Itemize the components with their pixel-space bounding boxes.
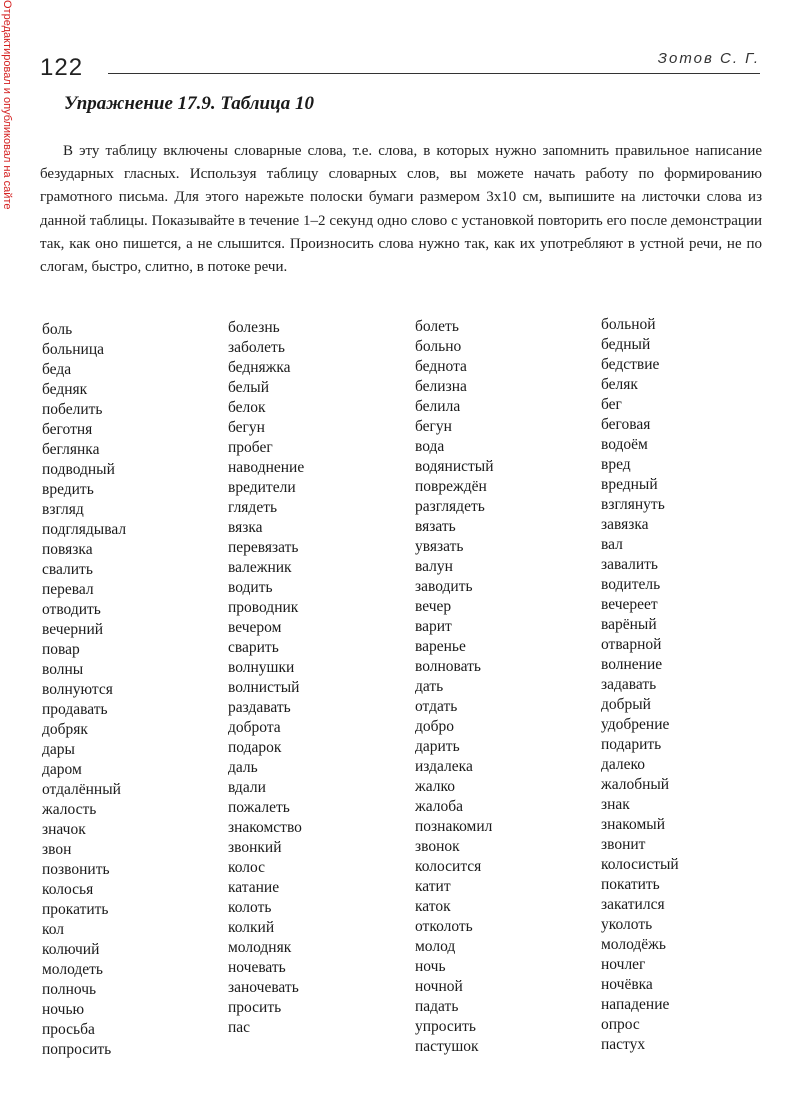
vocabulary-word: белизна <box>415 378 467 395</box>
vocabulary-word: продавать <box>42 701 108 718</box>
vocabulary-word: бегун <box>228 419 265 436</box>
vocabulary-word: ночлег <box>601 956 646 973</box>
vocabulary-word: волнение <box>601 656 663 673</box>
vocabulary-word: водитель <box>601 576 661 593</box>
vocabulary-word: познакомил <box>415 818 493 835</box>
vocabulary-word: вечереет <box>601 596 658 613</box>
vocabulary-word: варенье <box>415 638 466 655</box>
vocabulary-word: жалко <box>415 778 455 795</box>
vocabulary-word: вязка <box>228 519 263 536</box>
vocabulary-word: повреждён <box>415 478 487 495</box>
vocabulary-word: попросить <box>42 1041 112 1058</box>
vocabulary-word: волнуются <box>42 681 113 698</box>
vocabulary-word: знак <box>601 796 630 813</box>
vocabulary-word: ночью <box>42 1001 85 1018</box>
vocabulary-word: добрый <box>601 696 651 713</box>
vocabulary-word: молодняк <box>228 939 292 956</box>
vocabulary-word: вредители <box>228 479 296 496</box>
vocabulary-word: пас <box>228 1019 251 1036</box>
vocabulary-word: вечером <box>228 619 282 636</box>
vocabulary-word: каток <box>415 898 451 915</box>
vocabulary-word: звонкий <box>228 839 282 856</box>
vocabulary-word: раздавать <box>228 699 291 716</box>
vocabulary-word: падать <box>415 998 459 1015</box>
vocabulary-word: водить <box>228 579 273 596</box>
vocabulary-word: бег <box>601 396 622 413</box>
vocabulary-word: катит <box>415 878 451 895</box>
vocabulary-word: бедствие <box>601 356 660 373</box>
vocabulary-word: беляк <box>601 376 638 393</box>
vocabulary-word: катание <box>228 879 280 896</box>
vocabulary-word: беглянка <box>42 441 100 458</box>
vocabulary-word: нападение <box>601 996 670 1013</box>
vocabulary-word: бегун <box>415 418 452 435</box>
vocabulary-word: просьба <box>42 1021 95 1038</box>
vocabulary-word: знакомство <box>228 819 302 836</box>
vocabulary-word: прокатить <box>42 901 109 918</box>
vocabulary-word: даром <box>42 761 82 778</box>
vocabulary-word: подводный <box>42 461 115 478</box>
vocabulary-word: пастушок <box>415 1038 479 1055</box>
vocabulary-word: знакомый <box>601 816 666 833</box>
vocabulary-word: значок <box>42 821 86 838</box>
vocabulary-word: далеко <box>601 756 646 773</box>
vocabulary-word: упросить <box>415 1018 476 1035</box>
exercise-title: Упражнение 17.9. Таблица 10 <box>64 93 314 114</box>
vocabulary-word: беднота <box>415 358 467 375</box>
vocabulary-word: вред <box>601 456 631 473</box>
vocabulary-word: опрос <box>601 1016 640 1033</box>
vocabulary-word: бедняжка <box>228 359 291 376</box>
vocabulary-word: больница <box>42 341 104 358</box>
vocabulary-word: вязать <box>415 518 456 535</box>
intro-paragraph: В эту таблицу включены словарные слова, т.е. слова, в которых нужно запомнить правильное написание безударных гласных. Используя таблицу словарных слов, вы можете начать работу по формированию грамотного письма. Для этого нарежьте полоски бумаги размером 3х10 см, выпишите на листочки слова из данной таблицы. Показывайте в течение 1–2 секунд одно слово с установкой повторить его после демонстрации так, как оно пишется, а не слышится. Произносить слова нужно так, как их употребляют в устной речи, не по слогам, быстро, слитно, в потоке речи. <box>40 143 762 276</box>
word-column-2 <box>228 318 304 1038</box>
vocabulary-word: колосья <box>42 881 94 898</box>
vocabulary-word: добряк <box>42 721 88 738</box>
vocabulary-word: ночевать <box>228 959 286 976</box>
vocabulary-word: колючий <box>42 941 100 958</box>
vocabulary-word: заболеть <box>228 339 285 356</box>
vocabulary-word: ночь <box>415 958 446 975</box>
vocabulary-word: варёный <box>601 616 657 633</box>
vocabulary-word: просить <box>228 999 282 1016</box>
vocabulary-word: бедный <box>601 336 651 353</box>
vocabulary-word: белок <box>228 399 266 416</box>
vocabulary-word: жалоба <box>415 798 463 815</box>
vocabulary-word: болезнь <box>228 319 280 336</box>
vocabulary-word: волновать <box>415 658 481 675</box>
vocabulary-word: валун <box>415 558 453 575</box>
vocabulary-word: заночевать <box>228 979 299 996</box>
vocabulary-word: боль <box>42 321 73 338</box>
vocabulary-word: вечерний <box>42 621 104 638</box>
vocabulary-word: беготня <box>42 421 93 438</box>
vocabulary-word: глядеть <box>228 499 278 516</box>
vocabulary-word: кол <box>42 921 65 938</box>
vocabulary-word: ночёвка <box>601 976 653 993</box>
vocabulary-word: дары <box>42 741 75 758</box>
word-column-3 <box>415 317 493 1057</box>
vocabulary-word: молод <box>415 938 456 955</box>
vocabulary-word: удобрение <box>601 716 670 733</box>
vocabulary-word: звонок <box>415 838 460 855</box>
vocabulary-word: вал <box>601 536 623 553</box>
vocabulary-word: вдали <box>228 779 266 796</box>
vocabulary-word: звон <box>42 841 72 858</box>
vocabulary-word: болеть <box>415 318 459 335</box>
vocabulary-word: колос <box>228 859 266 876</box>
vocabulary-word: задавать <box>601 676 657 693</box>
vocabulary-word: вредить <box>42 481 94 498</box>
vocabulary-word: издалека <box>415 758 473 775</box>
vocabulary-word: больной <box>601 316 656 333</box>
vocabulary-word: перевал <box>42 581 94 598</box>
side-watermark-note: Отредактировал и опубликовал на сайте <box>1 0 13 210</box>
vocabulary-word: даль <box>228 759 258 776</box>
vocabulary-word: вода <box>415 438 445 455</box>
vocabulary-word: взглянуть <box>601 496 665 513</box>
running-header-author: Зотов С. Г. <box>657 50 760 67</box>
vocabulary-word: белый <box>228 379 270 396</box>
vocabulary-word: подглядывал <box>42 521 127 538</box>
vocabulary-word: бедняк <box>42 381 88 398</box>
vocabulary-word: разглядеть <box>415 498 485 515</box>
vocabulary-word: увязать <box>415 538 464 555</box>
vocabulary-word: повязка <box>42 541 93 558</box>
vocabulary-word: колоть <box>228 899 272 916</box>
vocabulary-word: отводить <box>42 601 101 618</box>
vocabulary-word: вредный <box>601 476 658 493</box>
vocabulary-word: позвонить <box>42 861 110 878</box>
vocabulary-word: молодёжь <box>601 936 666 953</box>
word-column-4 <box>601 315 679 1055</box>
vocabulary-word: жалость <box>42 801 97 818</box>
vocabulary-word: ночной <box>415 978 463 995</box>
vocabulary-word: полночь <box>42 981 97 998</box>
vocabulary-word: отдалённый <box>42 781 121 798</box>
vocabulary-word: больно <box>415 338 462 355</box>
vocabulary-word: свалить <box>42 561 93 578</box>
vocabulary-word: колкий <box>228 919 275 936</box>
page-number: 122 <box>40 54 84 81</box>
vocabulary-word: пожалеть <box>228 799 290 816</box>
vocabulary-word: добро <box>415 718 455 735</box>
vocabulary-word: волны <box>42 661 84 678</box>
vocabulary-word: подарить <box>601 736 662 753</box>
vocabulary-word: закатился <box>601 896 665 913</box>
vocabulary-word: завязка <box>601 516 649 533</box>
vocabulary-word-table <box>0 317 792 1067</box>
vocabulary-word: валежник <box>228 559 292 576</box>
vocabulary-word: беда <box>42 361 72 378</box>
vocabulary-word: отварной <box>601 636 662 653</box>
word-column-1 <box>42 320 126 1060</box>
vocabulary-word: молодеть <box>42 961 104 978</box>
vocabulary-word: колосится <box>415 858 482 875</box>
vocabulary-word: водоём <box>601 436 648 453</box>
vocabulary-word: белила <box>415 398 461 415</box>
vocabulary-word: жалобный <box>601 776 670 793</box>
vocabulary-word: побелить <box>42 401 103 418</box>
vocabulary-word: взгляд <box>42 501 84 518</box>
vocabulary-word: отколоть <box>415 918 473 935</box>
vocabulary-word: дать <box>415 678 444 695</box>
vocabulary-word: повар <box>42 641 80 658</box>
vocabulary-word: волнистый <box>228 679 300 696</box>
vocabulary-word: пастух <box>601 1036 646 1053</box>
vocabulary-word: беговая <box>601 416 651 433</box>
vocabulary-word: варит <box>415 618 452 635</box>
vocabulary-word: отдать <box>415 698 458 715</box>
vocabulary-word: водянистый <box>415 458 494 475</box>
vocabulary-word: подарок <box>228 739 282 756</box>
header-rule <box>108 73 760 74</box>
vocabulary-word: доброта <box>228 719 281 736</box>
vocabulary-word: дарить <box>415 738 460 755</box>
vocabulary-word: уколоть <box>601 916 653 933</box>
vocabulary-word: звонит <box>601 836 646 853</box>
vocabulary-word: волнушки <box>228 659 295 676</box>
vocabulary-word: заводить <box>415 578 473 595</box>
vocabulary-word: пробег <box>228 439 273 456</box>
vocabulary-word: проводник <box>228 599 299 616</box>
vocabulary-word: перевязать <box>228 539 299 556</box>
vocabulary-word: колосистый <box>601 856 679 873</box>
vocabulary-word: вечер <box>415 598 452 615</box>
vocabulary-word: покатить <box>601 876 660 893</box>
vocabulary-word: наводнение <box>228 459 305 476</box>
vocabulary-word: завалить <box>601 556 659 573</box>
vocabulary-word: сварить <box>228 639 279 656</box>
